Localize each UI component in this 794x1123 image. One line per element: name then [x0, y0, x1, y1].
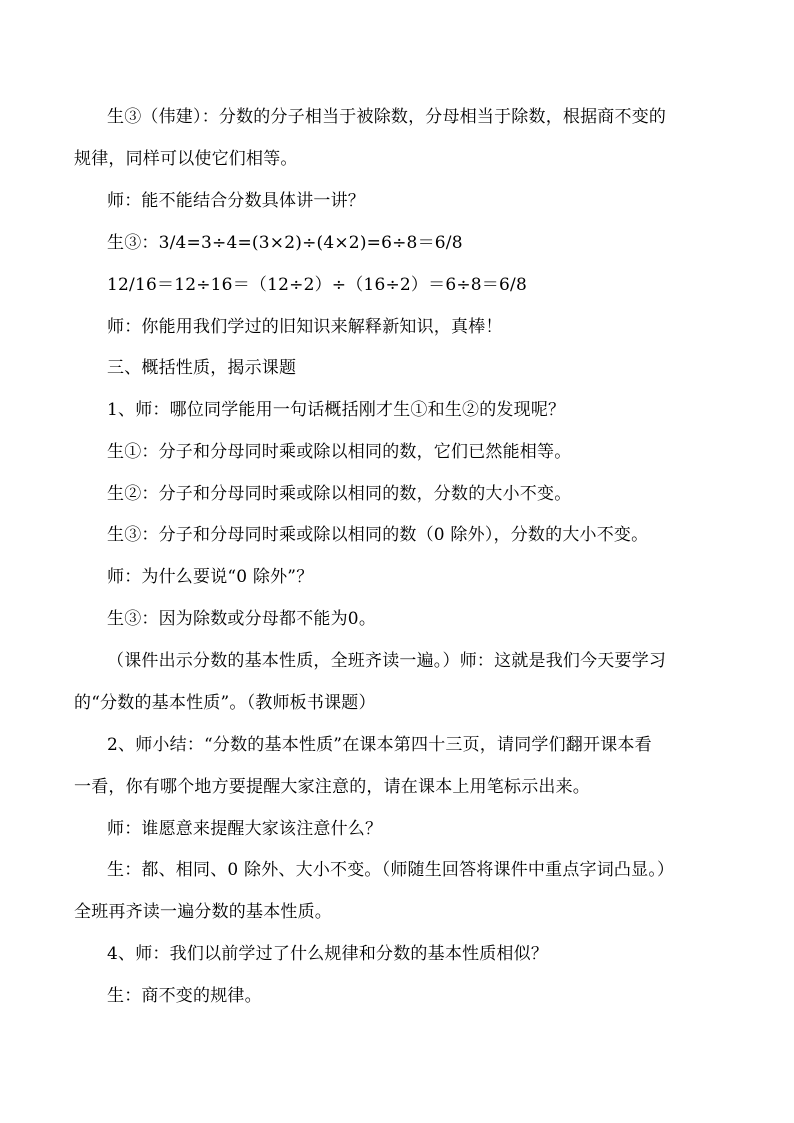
paragraph-line: 生：商不变的规律。 — [107, 986, 262, 1006]
paragraph-line: 生③（伟建）：分数的分子相当于被除数，分母相当于除数，根据商不变的 — [107, 107, 667, 127]
paragraph-line: 师：能不能结合分数具体讲一讲？ — [107, 191, 365, 211]
paragraph-line: 一看，你有哪个地方要提醒大家注意的，请在课本上用笔标示出来。 — [74, 777, 590, 797]
paragraph-line: 师：谁愿意来提醒大家该注意什么？ — [107, 819, 383, 839]
paragraph-line: 全班再齐读一遍分数的基本性质。 — [74, 902, 332, 922]
paragraph-line: 生②：分子和分母同时乘或除以相同的数，分数的大小不变。 — [107, 484, 572, 504]
paragraph-line: 师：你能用我们学过的旧知识来解释新知识，真棒！ — [107, 317, 503, 337]
paragraph-line: 4、师：我们以前学过了什么规律和分数的基本性质相似？ — [107, 944, 549, 964]
paragraph-line: 12/16＝12÷16＝（12÷2）÷（16÷2）＝6÷8＝6/8 — [107, 275, 527, 295]
paragraph-line: （课件出示分数的基本性质，全班齐读一遍。）师：这就是我们今天要学习 — [107, 651, 667, 671]
paragraph-line: 生③：3/4=3÷4=(3×2)÷(4×2)=6÷8＝6/8 — [107, 233, 463, 253]
paragraph-line: 生③：因为除数或分母都不能为0。 — [107, 609, 377, 629]
paragraph-line: 师：为什么要说“0 除外”？ — [107, 567, 314, 587]
paragraph-line: 生：都、相同、0 除外、大小不变。（师随生回答将课件中重点字词凸显。） — [107, 860, 675, 880]
paragraph-line: 的“分数的基本性质”。（教师板书课题） — [74, 693, 376, 713]
paragraph-line: 1、师：哪位同学能用一句话概括刚才生①和生②的发现呢？ — [107, 400, 566, 420]
paragraph-line: 规律，同样可以使它们相等。 — [74, 149, 298, 169]
paragraph-line: 生③：分子和分母同时乘或除以相同的数（0 除外），分数的大小不变。 — [107, 525, 649, 545]
section-heading: 三、概括性质，揭示课题 — [107, 358, 297, 378]
paragraph-line: 生①：分子和分母同时乘或除以相同的数，它们已然能相等。 — [107, 442, 572, 462]
paragraph-line: 2、师小结：“分数的基本性质”在课本第四十三页，请同学们翻开课本看 — [107, 735, 652, 755]
